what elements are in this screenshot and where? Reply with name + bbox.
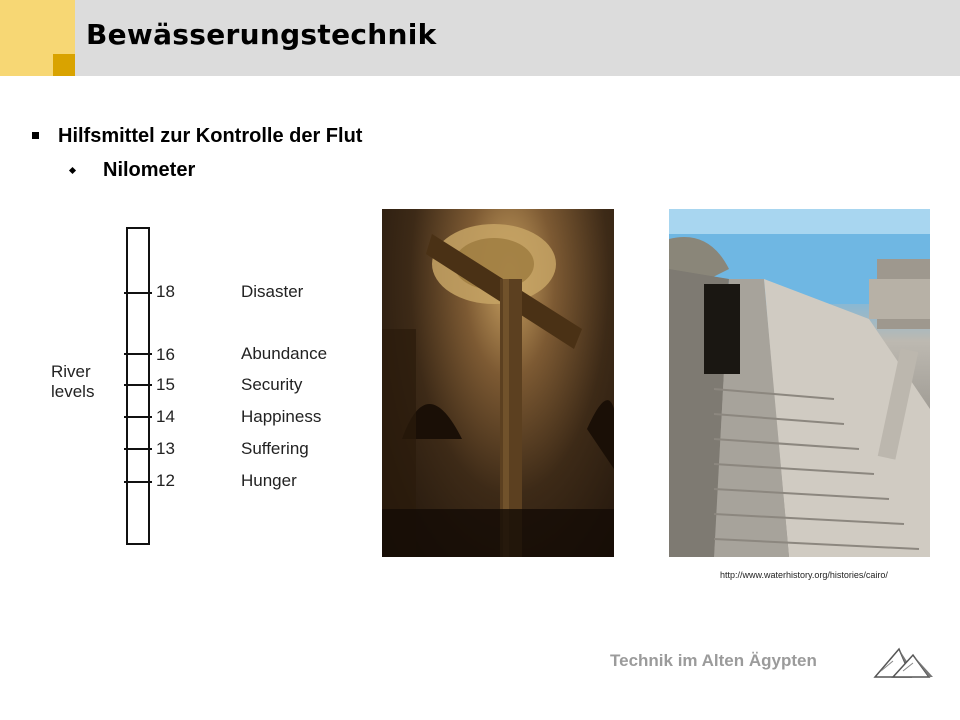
nilometer-column-photo xyxy=(382,209,614,557)
river-label-line2: levels xyxy=(51,382,95,401)
river-levels-label xyxy=(51,362,94,402)
photo-source-caption: http://www.waterhistory.org/histories/cairo/ xyxy=(720,570,888,580)
level-number: 14 xyxy=(156,407,175,426)
nilometer-column-illustration xyxy=(382,209,614,557)
level-label: Happiness xyxy=(241,407,322,426)
diamond-bullet-icon xyxy=(69,167,76,174)
scale-tick xyxy=(124,481,152,483)
scale-tick xyxy=(124,384,152,386)
level-label: Security xyxy=(241,375,303,394)
nilometer-stairs-photo xyxy=(669,209,930,557)
nilometer-diagram xyxy=(40,220,370,560)
level-number: 13 xyxy=(156,439,175,458)
river-label-line1: River xyxy=(51,362,91,381)
level-number: 15 xyxy=(156,375,175,394)
header-accent-dark xyxy=(53,54,75,76)
level-label: Abundance xyxy=(241,344,328,363)
scale-tick xyxy=(124,353,152,355)
level-number: 12 xyxy=(156,471,175,490)
bullet-level2-text: Nilometer xyxy=(103,159,196,181)
nilometer-stairs-illustration xyxy=(669,209,930,557)
pyramids-logo-icon xyxy=(873,643,935,681)
level-label: Suffering xyxy=(241,439,309,458)
level-label: Hunger xyxy=(241,471,297,490)
square-bullet-icon xyxy=(32,132,39,139)
level-number: 16 xyxy=(156,345,175,364)
bullet-level1-text: Hilfsmittel zur Kontrolle der Flut xyxy=(58,125,363,147)
scale-tick xyxy=(124,448,152,450)
footer-text: Technik im Alten Ägypten xyxy=(610,651,817,670)
scale-tick xyxy=(124,292,152,294)
slide-title: Bewässerungstechnik xyxy=(86,18,437,51)
level-label: Disaster xyxy=(241,282,304,301)
nilometer-scale-column xyxy=(126,227,150,545)
level-number: 18 xyxy=(156,282,175,301)
scale-tick xyxy=(124,416,152,418)
